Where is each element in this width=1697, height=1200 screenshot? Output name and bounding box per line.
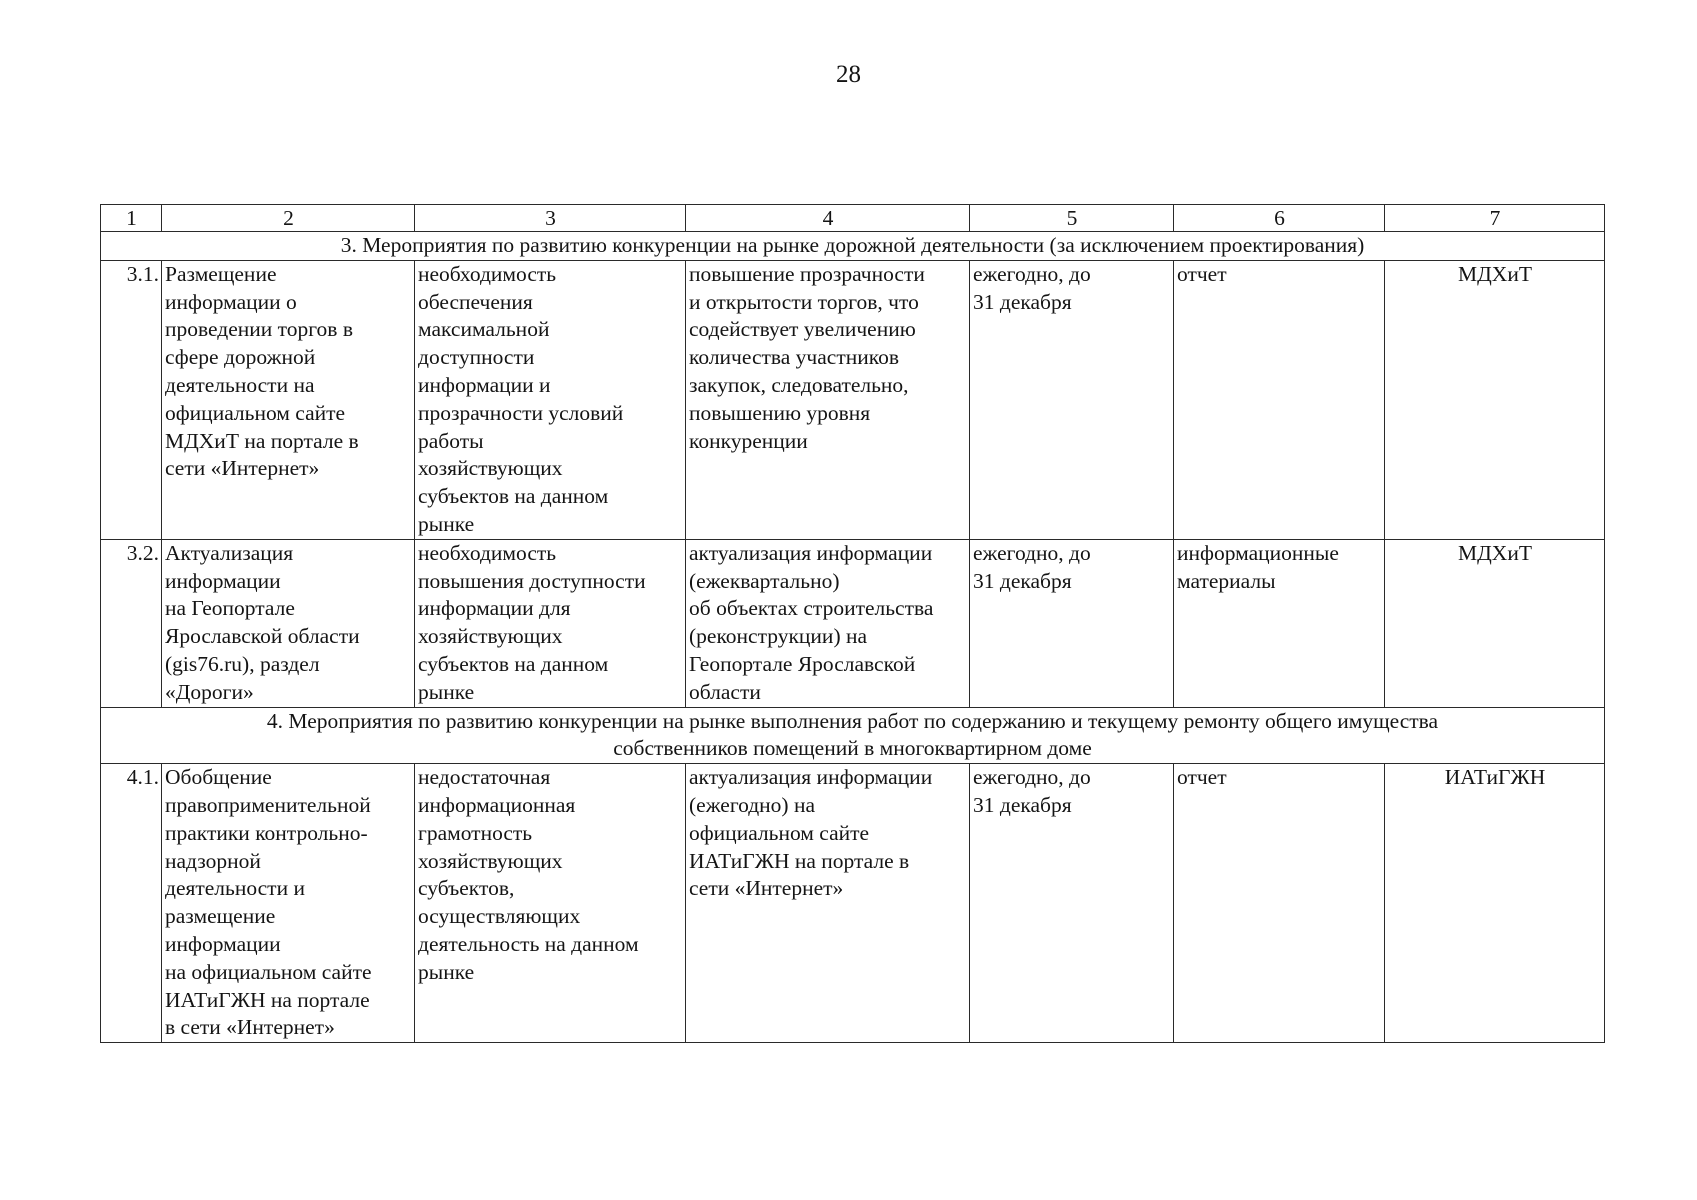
row-number: 4.1. — [101, 764, 162, 1043]
event-cell: Актуализация информации на Геопортале Ярославской области (gis76.ru), раздел «Дороги» — [162, 539, 415, 707]
result-cell: повышение прозрачности и открытости торгов, что содействует увеличению количества участников закупок, следовательно, повышению уровня конкуренции — [686, 260, 970, 539]
row-number: 3.2. — [101, 539, 162, 707]
column-number-4: 4 — [686, 205, 970, 232]
event-cell: Размещение информации о проведении торгов в сфере дорожной деятельности на официальном сайте МДХиТ на портале в сети «Интернет» — [162, 260, 415, 539]
page-number: 28 — [836, 61, 861, 88]
deadline-cell: ежегодно, до 31 декабря — [970, 764, 1174, 1043]
event-cell: Обобщение правоприменительной практики контрольно- надзорной деятельности и размещение информации на официальном сайте ИАТиГЖН на портале в сети «Интернет» — [162, 764, 415, 1043]
column-number-6: 6 — [1174, 205, 1385, 232]
section-heading-4: 4. Мероприятия по развитию конкуренции на рынке выполнения работ по содержанию и текущему ремонту общего имущества собственников помещений в многоквартирном доме — [101, 707, 1605, 764]
result-cell: актуализация информации (ежеквартально) об объектах строительства (реконструкции) на Геопортале Ярославской области — [686, 539, 970, 707]
table-row — [101, 260, 1605, 539]
reason-cell: недостаточная информационная грамотность хозяйствующих субъектов, осуществляющих деятельность на данном рынке — [415, 764, 686, 1043]
section-heading-row — [101, 707, 1605, 764]
column-number-7: 7 — [1385, 205, 1605, 232]
section-heading-row — [101, 232, 1605, 261]
table-row — [101, 539, 1605, 707]
column-number-row — [101, 205, 1605, 232]
document-cell: отчет — [1174, 764, 1385, 1043]
result-cell: актуализация информации (ежегодно) на официальном сайте ИАТиГЖН на портале в сети «Интернет» — [686, 764, 970, 1043]
document-cell: отчет — [1174, 260, 1385, 539]
reason-cell: необходимость обеспечения максимальной доступности информации и прозрачности условий работы хозяйствующих субъектов на данном рынке — [415, 260, 686, 539]
table-row — [101, 764, 1605, 1043]
column-number-2: 2 — [162, 205, 415, 232]
column-number-1: 1 — [101, 205, 162, 232]
executor-cell: МДХиТ — [1385, 260, 1605, 539]
reason-cell: необходимость повышения доступности информации для хозяйствующих субъектов на данном рынке — [415, 539, 686, 707]
column-number-5: 5 — [970, 205, 1174, 232]
executor-cell: ИАТиГЖН — [1385, 764, 1605, 1043]
section-heading-3: 3. Мероприятия по развитию конкуренции на рынке дорожной деятельности (за исключением проектирования) — [101, 232, 1605, 261]
measures-table — [100, 204, 1605, 1043]
executor-cell: МДХиТ — [1385, 539, 1605, 707]
row-number: 3.1. — [101, 260, 162, 539]
deadline-cell: ежегодно, до 31 декабря — [970, 539, 1174, 707]
deadline-cell: ежегодно, до 31 декабря — [970, 260, 1174, 539]
column-number-3: 3 — [415, 205, 686, 232]
document-cell: информационные материалы — [1174, 539, 1385, 707]
